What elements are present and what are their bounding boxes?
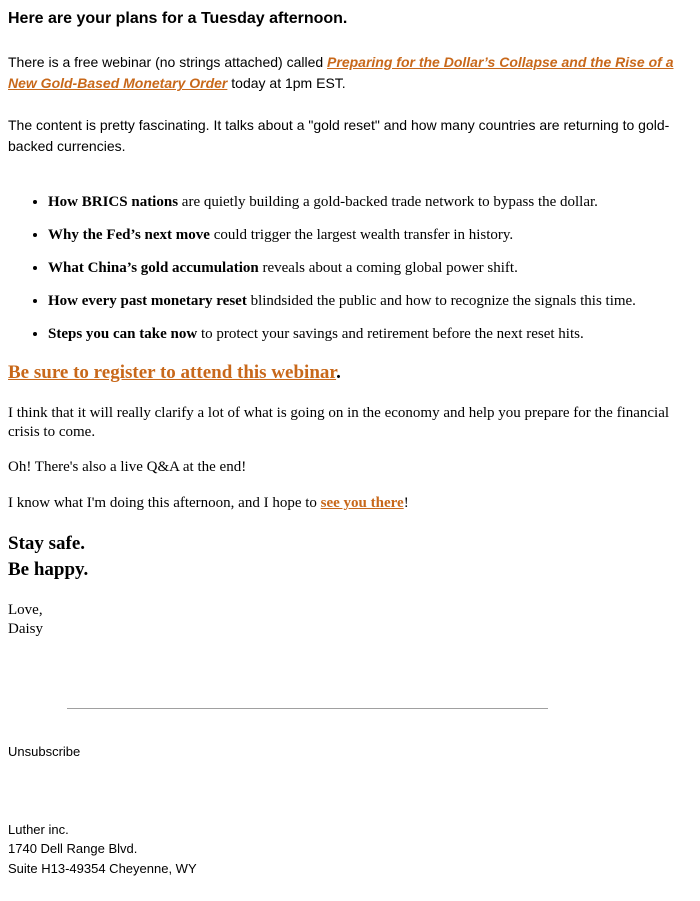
closing-love: Love, [8,602,43,618]
list-item-text: blindsided the public and how to recognize the signals this time. [246,293,636,309]
register-call-to-action [8,362,341,384]
list-item [48,324,698,344]
register-link[interactable]: Be sure to register to attend this webinar [8,362,337,383]
footer-divider [67,708,548,709]
address-line-2: Suite H13-49354 Cheyenne, WY [8,861,197,876]
list-item-bold: Steps you can take now [48,326,198,342]
intro-text-before: There is a free webinar (no strings attached) called [8,54,328,70]
list-item-text: could trigger the largest wealth transfer in history. [209,227,514,243]
list-item-text: to protect your savings and retirement before the next reset hits. [197,326,584,342]
intro-text-after: today at 1pm EST. [227,75,346,91]
list-item [48,291,698,311]
qa-paragraph: Oh! There's also a live Q&A at the end! [8,459,247,475]
list-item-bold: Why the Fed’s next move [48,227,210,243]
intro-paragraph [8,52,694,94]
list-item-bold: How BRICS nations [48,194,179,210]
afternoon-paragraph [8,494,688,513]
list-item [48,225,698,245]
clarify-paragraph: I think that it will really clarify a lot of what is going on in the economy and help you prepare for the financial crisis to come. [8,405,670,440]
company-name: Luther inc. [8,822,69,837]
content-paragraph: The content is pretty fascinating. It talks about a "gold reset" and how many countries are returning to gold-backed currencies. [8,117,670,154]
list-item-bold: What China’s gold accumulation [48,260,259,276]
list-item-text: are quietly building a gold-backed trade network to bypass the dollar. [178,194,598,210]
list-item [48,258,698,278]
cta-suffix: . [336,362,341,383]
sign-off-stay-safe: Stay safe. [8,533,86,554]
sign-off-be-happy: Be happy. [8,559,89,580]
address-line-1: 1740 Dell Range Blvd. [8,841,138,856]
unsubscribe-link[interactable]: Unsubscribe [8,744,81,759]
afternoon-text-after: ! [403,495,409,511]
closing-signature: Daisy [8,621,43,637]
email-headline: Here are your plans for a Tuesday afternoon. [8,10,348,27]
webinar-title-link[interactable]: Preparing for the Dollar’s Collapse and the Rise of a New Gold-Based Monetary Order [8,54,674,91]
list-item [48,192,698,212]
webinar-topics-list [0,192,698,357]
afternoon-text-before: I know what I'm doing this afternoon, and I hope to [8,495,321,511]
list-item-text: reveals about a coming global power shift. [258,260,518,276]
list-item-bold: How every past monetary reset [48,293,247,309]
see-you-there-link[interactable]: see you there [320,495,404,511]
